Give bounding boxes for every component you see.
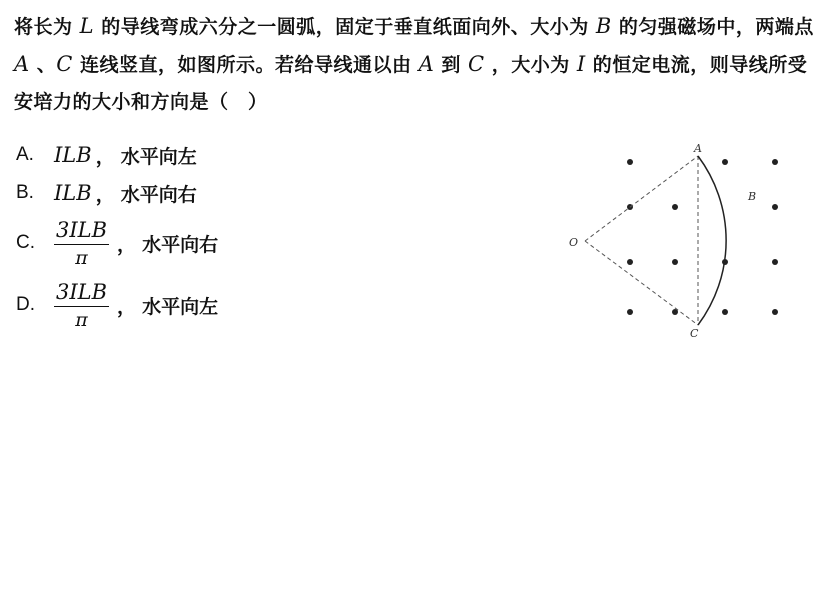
- option-letter: D.: [16, 294, 35, 315]
- field-dots: [627, 159, 778, 315]
- field-dot: [672, 259, 678, 265]
- option-direction: 水平向左: [120, 145, 197, 168]
- field-dot: [627, 259, 633, 265]
- question-fragment: 的恒定电流，则导线所受安培力的大小和方向是（ ）: [14, 54, 808, 113]
- field-dot: [772, 204, 778, 210]
- math-variable: A: [418, 52, 435, 76]
- radius-oc: [585, 241, 698, 325]
- question-fragment: 的匀强磁场中，两端点: [611, 16, 814, 38]
- fraction-denominator: π: [75, 246, 88, 269]
- option-a[interactable]: [16, 136, 536, 174]
- option-separator: ，: [117, 295, 137, 318]
- math-variable: C: [56, 52, 73, 76]
- label-o: O: [569, 236, 579, 249]
- option-expression: ILB: [54, 143, 92, 167]
- field-dot: [722, 309, 728, 315]
- field-dot: [772, 159, 778, 165]
- option-fraction: [54, 216, 109, 271]
- wire-arc: [698, 156, 726, 325]
- fraction-denominator: π: [75, 308, 88, 331]
- option-c[interactable]: [16, 212, 536, 274]
- option-expression: ILB: [54, 181, 92, 205]
- option-letter: B.: [16, 182, 34, 203]
- option-direction: 水平向右: [142, 233, 219, 256]
- field-dot: [627, 159, 633, 165]
- option-direction: 水平向左: [142, 295, 219, 318]
- question-fragment: 的导线弯成六分之一圆弧，固定于垂直纸面向外、大小为: [94, 16, 596, 38]
- option-fraction: [54, 278, 109, 333]
- option-letter: A.: [16, 144, 34, 165]
- option-separator: ，: [95, 183, 115, 206]
- label-b: B: [748, 190, 757, 203]
- question-fragment: 、: [29, 54, 57, 76]
- question-fragment: 连线竖直，如图所示。若给导线通以由: [72, 54, 419, 76]
- math-variable: L: [79, 14, 95, 38]
- radius-oa: [585, 156, 698, 241]
- answer-options: [16, 136, 536, 336]
- label-c: C: [690, 327, 699, 340]
- option-separator: ，: [95, 145, 115, 168]
- question-text: [14, 8, 814, 121]
- question-fragment: 将长为: [14, 16, 80, 38]
- field-dot: [627, 309, 633, 315]
- option-separator: ，: [117, 233, 137, 256]
- field-dot: [672, 204, 678, 210]
- option-letter: C.: [16, 232, 35, 253]
- option-d[interactable]: [16, 274, 536, 336]
- field-dot: [772, 309, 778, 315]
- option-direction: 水平向右: [120, 183, 197, 206]
- fraction-numerator: 3ILB: [54, 278, 109, 307]
- field-dot: [772, 259, 778, 265]
- math-variable: C: [468, 52, 485, 76]
- label-a: A: [694, 142, 702, 155]
- option-b[interactable]: [16, 174, 536, 212]
- question-fragment: 到: [434, 54, 469, 76]
- math-variable: I: [576, 52, 586, 76]
- magnetic-field-diagram: [560, 140, 800, 340]
- math-variable: A: [14, 52, 30, 76]
- field-dot: [722, 159, 728, 165]
- math-variable: B: [595, 14, 612, 38]
- question-fragment: ，大小为: [484, 54, 577, 76]
- fraction-numerator: 3ILB: [54, 216, 109, 245]
